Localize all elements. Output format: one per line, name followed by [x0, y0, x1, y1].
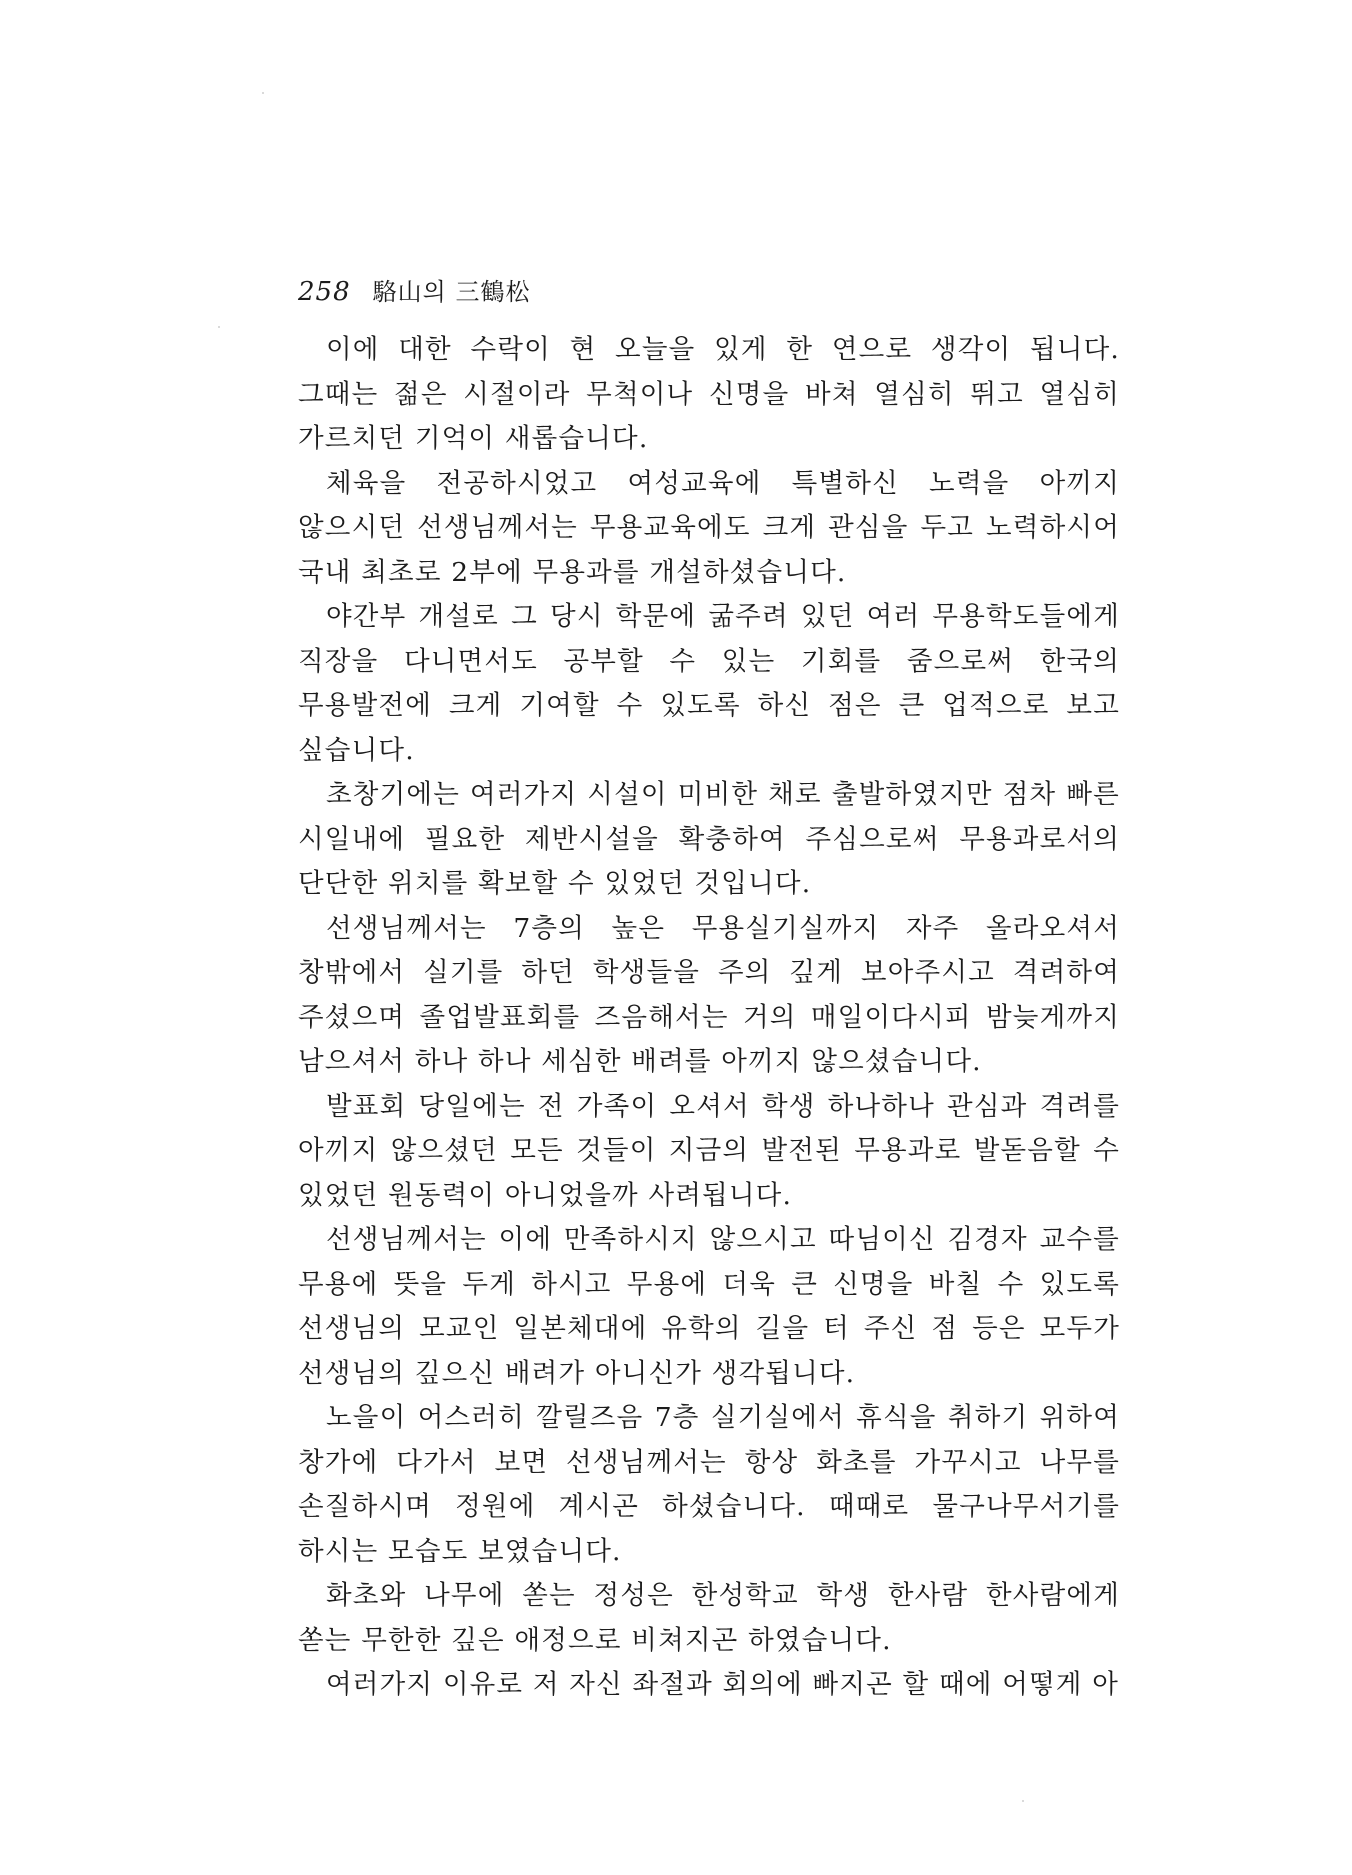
- scan-speck: [262, 92, 264, 94]
- paragraph: 선생님께서는 이에 만족하시지 않으시고 따님이신 김경자 교수를 무용에 뜻을 두게 하시고 무용에 더욱 큰 신명을 바칠 수 있도록 선생님의 모교인 일본체대에 유학의 길을 터 주신 점 등은 모두가 선생님의 깊으신 배려가 아니신가 생각됩니다.: [298, 1224, 1120, 1389]
- scan-speck: [218, 326, 220, 328]
- page-number: 258: [298, 277, 351, 307]
- paragraph: 초창기에는 여러가지 시설이 미비한 채로 출발하였지만 점차 빠른 시일내에 필요한 제반시설을 확충하여 주심으로써 무용과로서의 단단한 위치를 확보할 수 있었던 것입니다.: [298, 779, 1120, 899]
- scan-speck: [1022, 1800, 1024, 1802]
- paragraph: 야간부 개설로 그 당시 학문에 굶주려 있던 여러 무용학도들에게 직장을 다니면서도 공부할 수 있는 기회를 줌으로써 한국의 무용발전에 크게 기여할 수 있도록 하신 점은 큰 업적으로 보고 싶습니다.: [298, 601, 1120, 766]
- running-head: [298, 272, 530, 312]
- body-text: [298, 328, 1120, 1708]
- paragraph: 화초와 나무에 쏟는 정성은 한성학교 학생 한사람 한사람에게 쏟는 무한한 깊은 애정으로 비쳐지곤 하였습니다.: [298, 1580, 1120, 1656]
- paragraph: 발표회 당일에는 전 가족이 오셔서 학생 하나하나 관심과 격려를 아끼지 않으셨던 모든 것들이 지금의 발전된 무용과로 발돋음할 수 있었던 원동력이 아니었을까 사려됩니다.: [298, 1090, 1120, 1211]
- paragraph: 체육을 전공하시었고 여성교육에 특별하신 노력을 아끼지 않으시던 선생님께서는 무용교육에도 크게 관심을 두고 노력하시어 국내 최초로 2부에 무용과를 개설하셨습니다.: [298, 467, 1120, 588]
- paragraph: 여러가지 이유로 저 자신 좌절과 회의에 빠지곤 할 때에 어떻게 아: [326, 1669, 1120, 1700]
- paragraph: 선생님께서는 7층의 높은 무용실기실까지 자주 올라오셔서 창밖에서 실기를 하던 학생들을 주의 깊게 보아주시고 격려하여 주셨으며 졸업발표회를 즈음해서는 거의 매일이다시피 밤늦게까지 남으셔서 하나 하나 세심한 배려를 아끼지 않으셨습니다.: [298, 912, 1120, 1077]
- paragraph: 이에 대한 수락이 현 오늘을 있게 한 연으로 생각이 됩니다. 그때는 젊은 시절이라 무척이나 신명을 바쳐 열심히 뛰고 열심히 가르치던 기억이 새롭습니다.: [298, 334, 1120, 454]
- book-title: 駱山의 三鶴松: [372, 278, 531, 306]
- paragraph: 노을이 어스러히 깔릴즈음 7층 실기실에서 휴식을 취하기 위하여 창가에 다가서 보면 선생님께서는 항상 화초를 가꾸시고 나무를 손질하시며 정원에 계시곤 하셨습니다. 때때로 물구나무서기를 하시는 모습도 보였습니다.: [298, 1402, 1120, 1567]
